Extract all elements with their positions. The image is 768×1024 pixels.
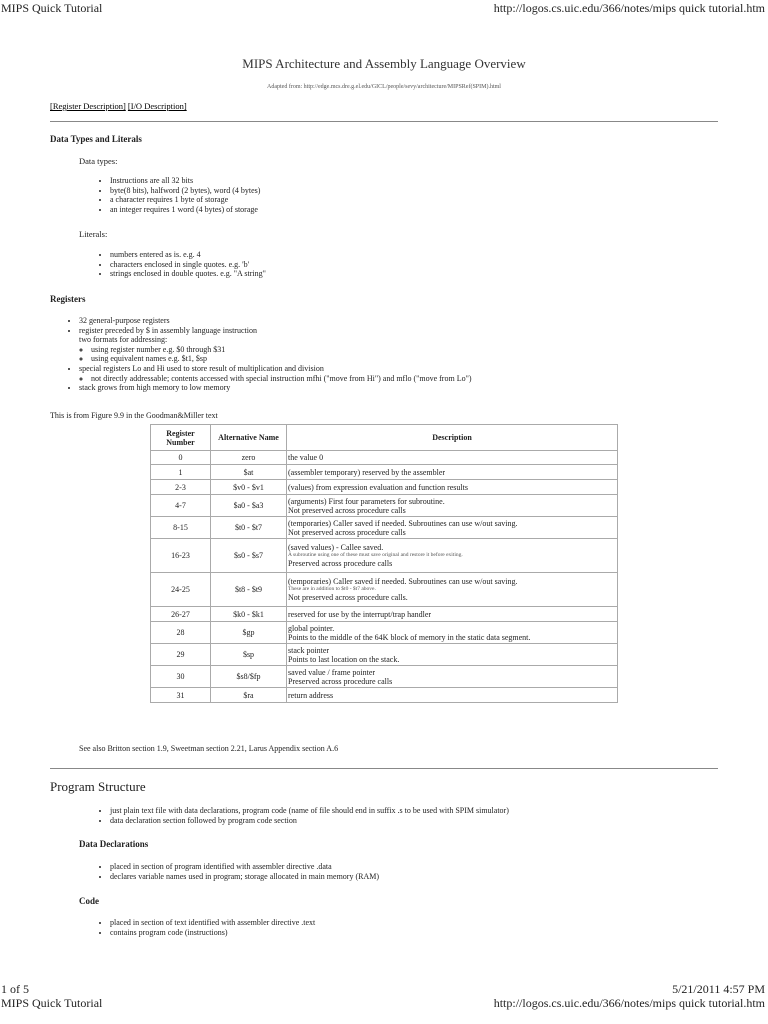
nav-links xyxy=(50,101,187,111)
table-row xyxy=(151,607,618,622)
description-text: (temporaries) Caller saved if needed. Subroutines can use w/out saving. xyxy=(288,518,518,528)
alternative-name-cell: $s8/$fp xyxy=(211,666,287,688)
register-number-cell: 30 xyxy=(151,666,211,688)
footer-title: MIPS Quick Tutorial xyxy=(1,996,103,1010)
description-cell xyxy=(287,495,618,517)
list-item: • just plain text file with data declarations, program code (name of file should end in suffix .s to be used with SPIM simulator) xyxy=(110,806,698,816)
list-item: • an integer requires 1 word (4 bytes) of storage xyxy=(110,205,260,215)
table-row xyxy=(151,666,618,688)
description-text: global pointer. xyxy=(288,623,335,633)
register-number-cell: 0 xyxy=(151,451,211,465)
description-cell xyxy=(287,465,618,480)
list-item: • strings enclosed in double quotes. e.g. "A string" xyxy=(110,269,266,279)
description-text: (arguments) First four parameters for subroutine. xyxy=(288,496,445,506)
header-url: http://logos.cs.uic.edu/366/notes/mips quick tutorial.htm xyxy=(493,1,765,15)
registers-list xyxy=(67,316,667,393)
alternative-name-cell: $t8 - $t9 xyxy=(211,573,287,607)
alternative-name-cell: $ra xyxy=(211,688,287,703)
sub-list-item: ◦ using register number e.g. $0 through $31 xyxy=(91,345,667,355)
list-item: • byte(8 bits), halfword (2 bytes), word (4 bytes) xyxy=(110,186,260,196)
io-description-link[interactable]: [I/O Description] xyxy=(127,101,187,111)
list-item: • 32 general-purpose registers xyxy=(79,316,667,326)
description-cell xyxy=(287,573,618,607)
list-item: • characters enclosed in single quotes. e.g. 'b' xyxy=(110,260,266,270)
description-text: Not preserved across procedure calls. xyxy=(288,593,408,602)
table-row xyxy=(151,465,618,480)
column-header-register-number: Register Number xyxy=(151,425,211,451)
description-text: return address xyxy=(288,690,334,700)
footer-datetime: 5/21/2011 4:57 PM xyxy=(672,982,765,996)
list-item xyxy=(79,364,667,383)
description-cell xyxy=(287,539,618,573)
description-cell xyxy=(287,644,618,666)
register-number-cell: 1 xyxy=(151,465,211,480)
list-item-text: register preceded by $ in assembly language instruction xyxy=(79,325,257,335)
list-item: • placed in section of program identified with assembler directive .data xyxy=(110,862,698,872)
description-text: Not preserved across procedure calls xyxy=(288,527,406,537)
description-text: stack pointer xyxy=(288,645,330,655)
register-number-cell: 29 xyxy=(151,644,211,666)
description-text: saved value / frame pointer xyxy=(288,667,376,677)
description-cell xyxy=(287,622,618,644)
alternative-name-cell: $at xyxy=(211,465,287,480)
table-row xyxy=(151,688,618,703)
header-title: MIPS Quick Tutorial xyxy=(1,1,103,15)
list-item-text: two formats for addressing: xyxy=(79,335,168,345)
register-number-cell: 2-3 xyxy=(151,480,211,495)
description-cell xyxy=(287,451,618,465)
description-text: Preserved across procedure calls xyxy=(288,676,393,686)
table-header-row xyxy=(151,425,618,451)
description-cell xyxy=(287,688,618,703)
data-types-label: Data types: xyxy=(79,156,118,166)
alternative-name-cell: $a0 - $a3 xyxy=(211,495,287,517)
alternative-name-cell: $s0 - $s7 xyxy=(211,539,287,573)
alternative-name-cell: $sp xyxy=(211,644,287,666)
footer-url: http://logos.cs.uic.edu/366/notes/mips quick tutorial.htm xyxy=(493,996,765,1010)
section-heading-program-structure: Program Structure xyxy=(50,779,146,794)
register-number-cell: 16-23 xyxy=(151,539,211,573)
sub-list-item: ◦ using equivalent names e.g. $t1, $sp xyxy=(91,354,667,364)
alternative-name-cell: $t0 - $t7 xyxy=(211,517,287,539)
table-row xyxy=(151,622,618,644)
description-text: the value 0 xyxy=(288,453,324,462)
page-title: MIPS Architecture and Assembly Language Overview xyxy=(242,56,526,71)
description-text: (assembler temporary) reserved by the assembler xyxy=(288,467,446,477)
description-text: Not preserved across procedure calls xyxy=(288,505,406,515)
see-also-note: See also Britton section 1.9, Sweetman section 2.21, Larus Appendix section A.6 xyxy=(79,744,339,753)
register-table-body xyxy=(151,451,618,703)
description-cell xyxy=(287,607,618,622)
table-row xyxy=(151,495,618,517)
section-heading-registers: Registers xyxy=(50,294,86,304)
figure-note: This is from Figure 9.9 in the Goodman&Miller text xyxy=(50,411,218,420)
register-table xyxy=(150,424,618,703)
list-item-text: special registers Lo and Hi used to store result of multiplication and division xyxy=(79,363,324,373)
literals-list xyxy=(98,250,266,279)
list-item: • stack grows from high memory to low memory xyxy=(79,383,667,393)
footer-page-number: 1 of 5 xyxy=(1,982,29,996)
code-list xyxy=(98,918,698,937)
description-cell xyxy=(287,666,618,688)
adapted-from-note: Adapted from: http://edge.mcs.dre.g.el.edu/GICL/people/sevy/architecture/MIPSRef(SPIM).html xyxy=(267,84,501,90)
description-note: A subroutine using one of these must save original and restore it before exiting. xyxy=(288,552,463,558)
literals-label: Literals: xyxy=(79,229,108,239)
section-heading-code: Code xyxy=(79,896,99,906)
data-declarations-list xyxy=(98,862,698,881)
section-heading-data-declarations: Data Declarations xyxy=(79,839,149,849)
description-text: (temporaries) Caller saved if needed. Subroutines can use w/out saving. xyxy=(288,577,518,586)
list-item: • placed in section of text identified with assembler directive .text xyxy=(110,918,698,928)
list-item: • numbers entered as is. e.g. 4 xyxy=(110,250,266,260)
list-item: • a character requires 1 byte of storage xyxy=(110,195,260,205)
sub-list-item: ◦ not directly addressable; contents accessed with special instruction mfhi ("move from Hi") and mflo ("move from Lo") xyxy=(91,374,667,384)
description-cell xyxy=(287,517,618,539)
column-header-alternative-name: Alternative Name xyxy=(211,425,287,451)
table-row xyxy=(151,451,618,465)
alternative-name-cell: zero xyxy=(211,451,287,465)
description-text: Points to the middle of the 64K block of memory in the static data segment. xyxy=(288,632,531,642)
register-number-cell: 26-27 xyxy=(151,607,211,622)
alternative-name-cell: $v0 - $v1 xyxy=(211,480,287,495)
table-row xyxy=(151,480,618,495)
description-text: (values) from expression evaluation and function results xyxy=(288,482,468,492)
register-description-link[interactable]: [Register Description] xyxy=(50,101,126,111)
register-number-cell: 4-7 xyxy=(151,495,211,517)
section-heading-data-types: Data Types and Literals xyxy=(50,134,142,144)
register-number-cell: 8-15 xyxy=(151,517,211,539)
divider xyxy=(50,768,718,769)
list-item: • Instructions are all 32 bits xyxy=(110,176,260,186)
alternative-name-cell: $k0 - $k1 xyxy=(211,607,287,622)
register-number-cell: 28 xyxy=(151,622,211,644)
divider xyxy=(50,121,718,122)
table-row xyxy=(151,517,618,539)
description-text: Points to last location on the stack. xyxy=(288,654,400,664)
register-number-cell: 24-25 xyxy=(151,573,211,607)
list-item xyxy=(79,326,667,364)
description-cell xyxy=(287,480,618,495)
data-types-list xyxy=(98,176,260,214)
description-text: (saved values) - Callee saved. xyxy=(288,543,384,552)
register-number-cell: 31 xyxy=(151,688,211,703)
table-row xyxy=(151,573,618,607)
list-item: • contains program code (instructions) xyxy=(110,928,698,938)
program-structure-list xyxy=(98,806,698,825)
description-note: These are in addition to $t0 - $t7 above. xyxy=(288,586,376,592)
table-row xyxy=(151,539,618,573)
column-header-description: Description xyxy=(287,425,618,451)
table-row xyxy=(151,644,618,666)
description-text: Preserved across procedure calls xyxy=(288,559,393,568)
alternative-name-cell: $gp xyxy=(211,622,287,644)
list-item: • declares variable names used in program; storage allocated in main memory (RAM) xyxy=(110,872,698,882)
description-text: reserved for use by the interrupt/trap handler xyxy=(288,609,432,619)
list-item: • data declaration section followed by program code section xyxy=(110,816,698,826)
